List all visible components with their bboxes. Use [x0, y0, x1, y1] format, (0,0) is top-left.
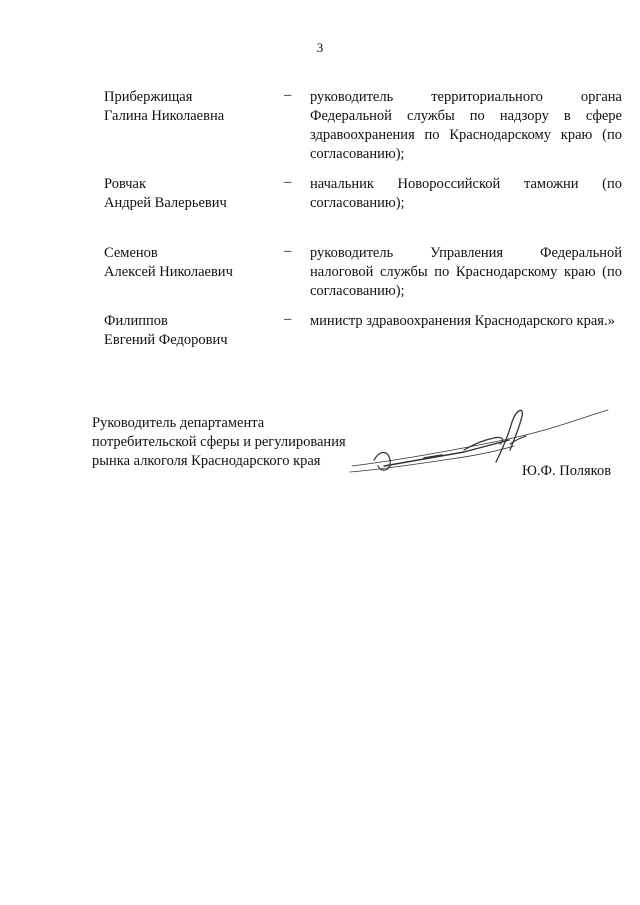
- member-given-names: Андрей Валерьевич: [104, 195, 227, 211]
- member-given-names: Алексей Николаевич: [104, 264, 233, 280]
- member-surname: Прибержищая: [104, 89, 193, 105]
- member-name: [104, 312, 279, 350]
- member-role: начальник Новороссийской таможни (по согласованию);: [310, 176, 622, 211]
- member-surname: Ровчак: [104, 176, 147, 192]
- member-dash: –: [284, 87, 292, 103]
- signer-title-line: рынка алкоголя Краснодарского края: [92, 453, 321, 469]
- member-surname: Филиппов: [104, 313, 168, 329]
- member-given-names: Евгений Федорович: [104, 332, 228, 348]
- member-name: [104, 244, 279, 282]
- member-surname: Семенов: [104, 245, 158, 261]
- member-name: [104, 175, 279, 213]
- member-role: министр здравоохранения Краснодарского края.»: [310, 313, 615, 329]
- signature-block: [92, 414, 632, 494]
- member-given-names: Галина Николаевна: [104, 108, 225, 124]
- member-role: руководитель Управления Федеральной налоговой службы по Краснодарскому краю (по согласованию);: [310, 245, 622, 299]
- signer-name: Ю.Ф. Поляков: [522, 463, 612, 479]
- member-role: руководитель территориального органа Федеральной службы по надзору в сфере здравоохранения по Краснодарскому краю (по согласованию);: [310, 89, 622, 162]
- member-dash: –: [284, 174, 292, 190]
- page-number: 3: [316, 40, 324, 55]
- member-name: [104, 88, 279, 126]
- member-dash: –: [284, 243, 292, 259]
- member-dash: –: [284, 311, 292, 327]
- signer-title-line: потребительской сферы и регулирования: [92, 434, 346, 450]
- signer-title-line: Руководитель департамента: [92, 415, 265, 431]
